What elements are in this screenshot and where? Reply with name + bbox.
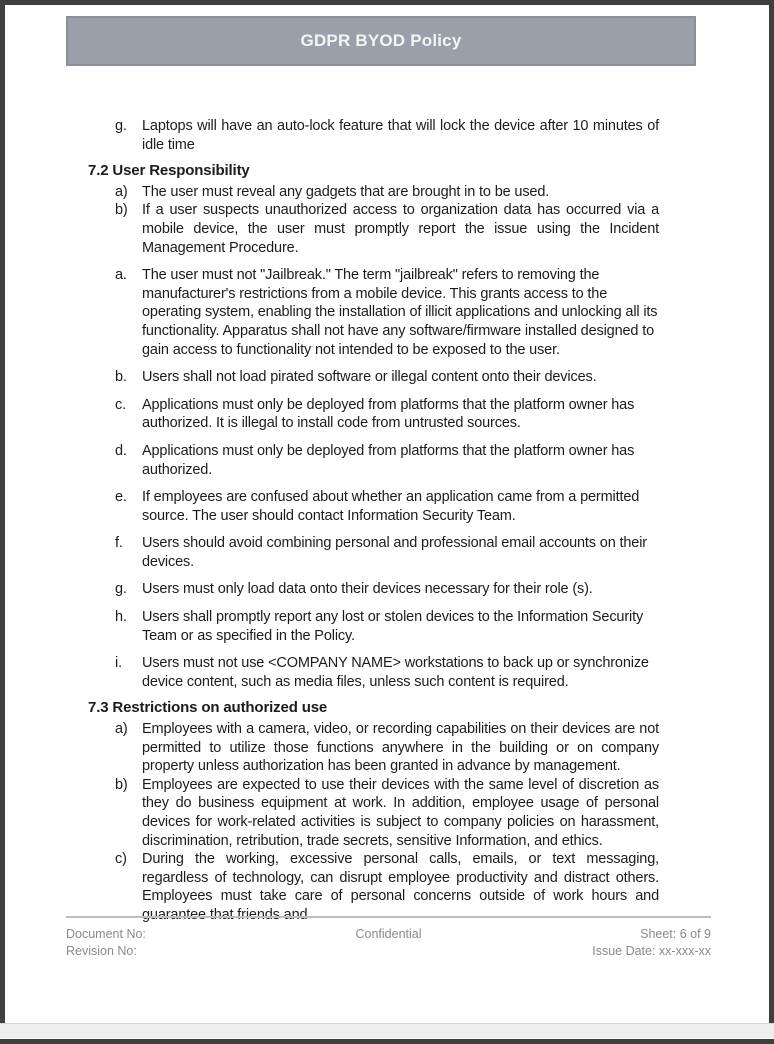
horizontal-scrollbar-track[interactable] (0, 1023, 774, 1039)
list-section-7-2-rules (88, 266, 659, 691)
list-item-marker: i. (115, 655, 122, 672)
list-item (88, 442, 659, 479)
list-item-text: The user must reveal any gadgets that are brought in to be used. (142, 183, 550, 200)
issue-date-label: Issue Date: xx-xxx-xx (592, 944, 711, 958)
list-item (88, 368, 659, 387)
sheet-number-label: Sheet: 6 of 9 (640, 927, 711, 941)
list-item-text: Users shall promptly report any lost or stolen devices to the Information Security Team or as specified in the Policy. (142, 609, 644, 644)
list-item-text: Employees are expected to use their devices with the same level of discretion as they do business equipment at work. In addition, employee usage of personal devices for work-related activities is subject to company policies on harassment, discrimination, retribution, trade secrets, sensitive Information, and ethics. (142, 776, 659, 849)
document-header-banner (66, 16, 696, 66)
list-item (88, 720, 659, 776)
section-heading-7-3: 7.3 Restrictions on authorized use (88, 699, 328, 717)
list-item-marker: d. (115, 442, 127, 459)
list-item-text: Users shall not load pirated software or illegal content onto their devices. (142, 369, 597, 386)
list-item (88, 117, 659, 154)
list-item (88, 183, 659, 202)
list-item (88, 201, 659, 257)
list-item (88, 654, 659, 691)
list-item (88, 488, 659, 525)
list-item-marker: c. (115, 396, 126, 413)
page-title: GDPR BYOD Policy (300, 31, 462, 50)
list-item-text: Applications must only be deployed from platforms that the platform owner has authorized. It is illegal to install code from untrusted sources. (142, 396, 635, 432)
list-item (88, 776, 659, 850)
page-footer (66, 916, 711, 960)
list-item-marker: a) (115, 183, 128, 200)
list-item-marker: g. (115, 118, 127, 134)
list-item-marker: e. (115, 489, 127, 506)
footer-right-column (496, 926, 711, 960)
list-section-7-3 (88, 720, 659, 925)
list-item-text: The user must not "Jailbreak." The term "jailbreak" refers to removing the manufacturer's restrictions from a mobile device. This grants access to the operating system, enabling the installation of illicit applications and unlocking all its functionality. Apparatus shall not have any software/firmware installed designed to gain access to functionality not intended to be exposed to the user. (142, 267, 658, 358)
footer-center-column (281, 926, 496, 960)
revision-no-label: Revision No: (66, 944, 137, 958)
list-item-marker: b) (115, 202, 128, 219)
section-heading-7-2: 7.2 User Responsibility (88, 162, 250, 180)
list-continuation (88, 117, 659, 154)
list-item-text: Laptops will have an auto-lock feature that will lock the device after 10 minutes of idle time (142, 118, 659, 153)
list-item-marker: b. (115, 369, 127, 386)
list-item-marker: b) (115, 776, 128, 793)
list-item-marker: f. (115, 535, 123, 552)
list-item-marker: g. (115, 581, 127, 598)
list-item (88, 534, 659, 571)
list-item-text: During the working, excessive personal calls, emails, or text messaging, regardless of technology, can disrupt employee productivity and distract others. Employees must take care of personal concerns outside of work hours and guarantee that friends and (142, 851, 659, 923)
list-item-marker: a. (115, 267, 127, 284)
footer-left-column (66, 926, 281, 960)
list-item-text: Users must not use <COMPANY NAME> workstations to back up or synchronize device content, such as media files, unless such content is required. (142, 655, 649, 690)
document-page (5, 5, 769, 1023)
list-item-text: If a user suspects unauthorized access to organization data has occurred via a mobile device, the user must promptly report the issue using the Incident Management Procedure. (142, 202, 659, 256)
list-item-text: If employees are confused about whether an application came from a permitted source. The user should contact Information Security Team. (142, 489, 640, 524)
list-item-text: Employees with a camera, video, or recording capabilities on their devices are not permitted to utilize those functions anywhere in the building or on company property unless authorization has been granted in advance by management. (142, 721, 659, 775)
list-item-marker: c) (115, 851, 127, 868)
document-no-label: Document No: (66, 927, 146, 941)
list-item-text: Applications must only be deployed from platforms that the platform owner has authorized. (142, 442, 635, 478)
list-item (88, 850, 659, 924)
list-section-7-2 (88, 183, 659, 257)
list-item (88, 608, 659, 645)
list-item-marker: a) (115, 721, 128, 738)
list-item (88, 266, 659, 359)
list-item (88, 396, 659, 433)
document-body (88, 117, 659, 925)
list-item-text: Users should avoid combining personal and professional email accounts on their devices. (142, 535, 647, 570)
confidential-label: Confidential (355, 927, 422, 941)
list-item (88, 580, 659, 599)
list-item-marker: h. (115, 609, 127, 626)
list-item-text: Users must only load data onto their devices necessary for their role (s). (142, 581, 593, 598)
